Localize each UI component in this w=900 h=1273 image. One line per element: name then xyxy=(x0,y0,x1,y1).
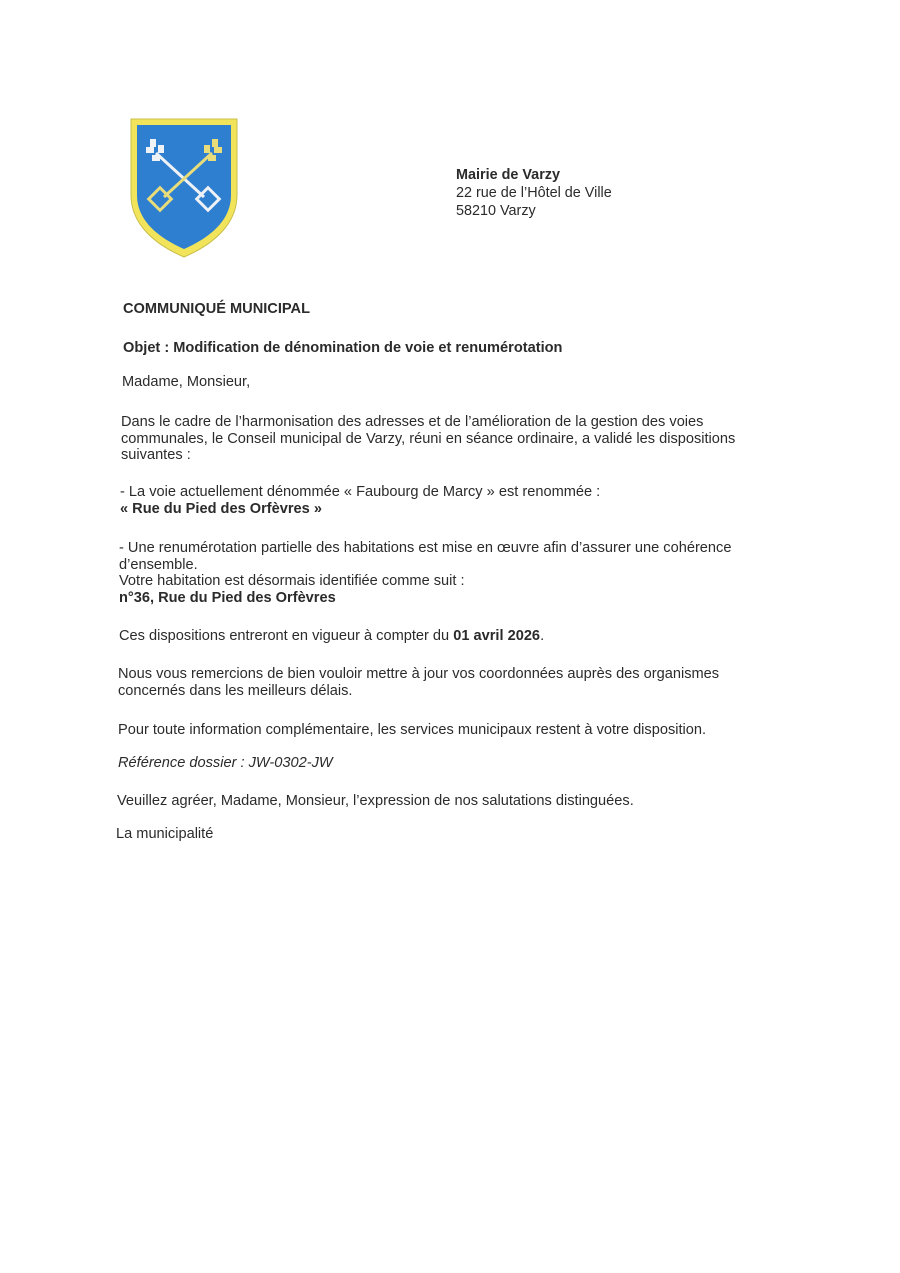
sender-name: Mairie de Varzy xyxy=(456,167,560,183)
intro-paragraph xyxy=(121,414,735,464)
renumber-line: - Une renumérotation partielle des habitations est mise en œuvre afin d’assurer une cohérence xyxy=(119,540,732,556)
intro-line: Dans le cadre de l’harmonisation des adresses et de l’amélioration de la gestion des voies xyxy=(121,414,704,430)
closing-formula: Veuillez agréer, Madame, Monsieur, l’expression de nos salutations distinguées. xyxy=(117,793,634,809)
update-line: Nous vous remercions de bien vouloir mettre à jour vos coordonnées auprès des organismes xyxy=(118,666,720,682)
effective-prefix: Ces dispositions entreront en vigueur à compter du xyxy=(119,628,454,644)
file-reference: Référence dossier : JW-0302-JW xyxy=(118,755,333,771)
new-street-name: « Rue du Pied des Orfèvres » xyxy=(120,500,322,517)
sender-street: 22 rue de l’Hôtel de Ville xyxy=(456,185,612,201)
intro-line: suivantes : xyxy=(121,447,191,463)
letter-heading: COMMUNIQUÉ MUNICIPAL xyxy=(123,301,311,317)
rename-line: - La voie actuellement dénommée « Faubourg de Marcy » est renommée : xyxy=(120,484,601,500)
effective-date-paragraph xyxy=(119,628,544,644)
update-line: concernés dans les meilleurs délais. xyxy=(118,682,353,699)
info-paragraph: Pour toute information complémentaire, les services municipaux restent à votre disposition. xyxy=(118,722,707,738)
intro-line: communales, le Conseil municipal de Varzy, réuni en séance ordinaire, a validé les dispositions xyxy=(121,430,736,447)
coat-of-arms-image xyxy=(128,117,240,259)
letter-subject: Objet : Modification de dénomination de voie et renumérotation xyxy=(123,340,563,356)
sender-city: 58210 Varzy xyxy=(456,203,536,219)
renumber-paragraph xyxy=(119,540,731,606)
update-paragraph xyxy=(118,666,719,699)
sender-address xyxy=(456,166,612,220)
salutation: Madame, Monsieur, xyxy=(122,374,251,390)
identified-line: Votre habitation est désormais identifiée comme suit : xyxy=(119,573,465,589)
renumber-line: d’ensemble. xyxy=(119,556,198,573)
rename-paragraph xyxy=(120,484,600,517)
effective-suffix: . xyxy=(540,628,545,644)
signature: La municipalité xyxy=(116,826,214,842)
new-address: n°36, Rue du Pied des Orfèvres xyxy=(119,589,336,606)
effective-date: 01 avril 2026 xyxy=(453,628,541,644)
